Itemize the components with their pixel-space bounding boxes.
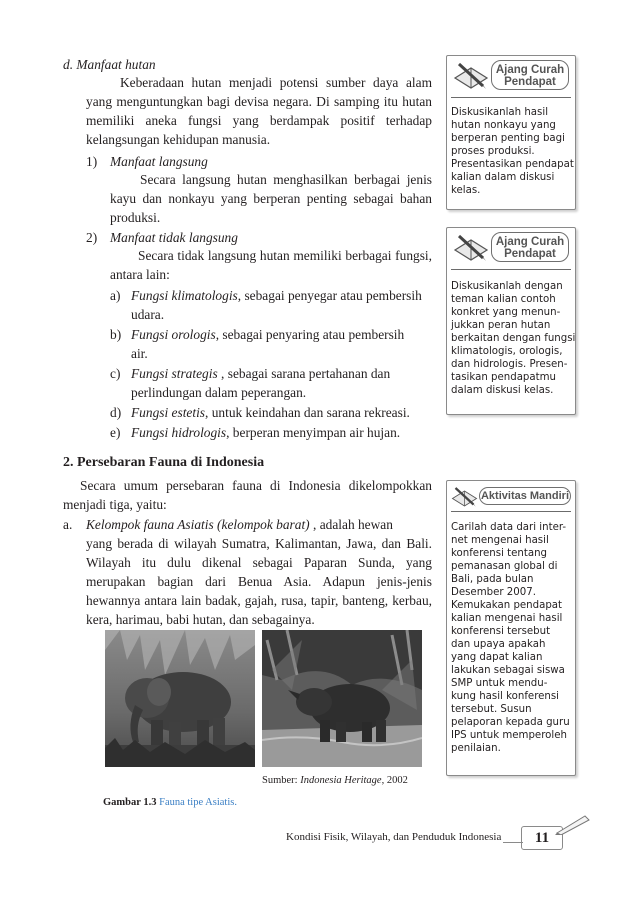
pencil-icon (555, 813, 591, 835)
caption-text: Fauna tipe Asiatis. (159, 797, 237, 808)
sidebar-line: Desember 2007. (451, 587, 536, 598)
function-term: Fungsi hidrologis (131, 425, 227, 440)
sidebar-badge (491, 232, 569, 262)
sidebar-ajang-curah-pendapat-1 (446, 55, 576, 210)
item-line: Secara langsung hutan menghasilkan berbagai jenis (140, 172, 432, 187)
sidebar-line: pemanasan global di (451, 561, 558, 572)
function-desc: , untuk keindahan dan sarana rekreasi. (205, 405, 410, 420)
sidebar-line: dalam diskusi kelas. (451, 385, 554, 396)
sidebar-line: kalian dalam diskusi (451, 172, 555, 183)
item-number: 2) (86, 230, 98, 245)
sidebar-header (449, 483, 573, 519)
sidebar-aktivitas-mandiri (446, 480, 576, 776)
sidebar-line: net mengenai hasil (451, 535, 549, 546)
source-title: Indonesia Heritage, (300, 775, 385, 786)
sidebar-line: yang dapat kalian (451, 652, 543, 663)
sidebar-badge: Aktivitas Mandiri (479, 487, 571, 505)
badge-line: Ajang Curah (495, 236, 565, 248)
fauna-group-desc: , adalah hewan (309, 517, 393, 532)
sidebar-text (451, 280, 576, 397)
badge-line: Pendapat (504, 248, 556, 260)
function-letter: b) (110, 327, 122, 342)
sidebar-text (451, 106, 572, 197)
sidebar-line: berperan penting bagi (451, 133, 565, 144)
section-d-intro-line: yang menguntungkan bagi devisa negara. Di samping itu hutan (86, 94, 432, 109)
sidebar-header (449, 230, 573, 266)
fauna-item-line: Wilayah itu dulu dikenal sebagai Paparan Sunda, yang (86, 555, 432, 570)
function-letter: d) (110, 405, 122, 420)
function-cont: udara. (131, 307, 165, 322)
badge-line: Ajang Curah (495, 64, 565, 76)
footer-rule (503, 842, 523, 843)
function-letter: c) (110, 366, 121, 381)
item-line: kayu dan nonkayu yang berperan penting sebagai bahan (110, 191, 432, 206)
sidebar-line: konkret yang menun- (451, 307, 561, 318)
caption-label: Gambar 1.3 (103, 797, 157, 808)
sidebar-line: tersebut. Susun (451, 704, 532, 715)
sidebar-line: tasikan pendapatmu (451, 372, 557, 383)
fauna-item-line: yang berada di wilayah Sumatra, Kalimantan, Jawa, dan Bali. (86, 536, 432, 551)
item-line: Secara tidak langsung hutan memiliki berbagai fungsi, (138, 248, 432, 263)
figure-caption (103, 796, 237, 810)
item-number: 1) (86, 154, 98, 169)
fauna-item-line: hewannya antara lain badak, gajah, rusa, tapir, banteng, kerbau, (86, 593, 432, 608)
function-desc: , sebagai penyaring atau pembersih (215, 327, 405, 342)
book-pencil-icon (453, 58, 493, 94)
page-number: 11 (534, 830, 550, 846)
fauna-item-first-line (86, 515, 393, 534)
section-2-intro-line: menjadi tiga, yaitu: (63, 497, 167, 512)
sidebar-line: kelas. (451, 185, 481, 196)
sidebar-divider (451, 97, 571, 98)
function-line (131, 364, 390, 383)
sidebar-line: Diskusikanlah hasil (451, 107, 549, 118)
sidebar-line: IPS untuk memperoleh (451, 730, 567, 741)
function-term: Fungsi strategis (131, 366, 218, 381)
elephant-photo (105, 630, 255, 767)
sidebar-line: jukkan peran hutan (451, 320, 551, 331)
fauna-group-term: Kelompok fauna Asiatis (kelompok barat) (86, 517, 310, 532)
sidebar-line: lakukan sebagai siswa (451, 665, 565, 676)
function-term: Fungsi klimatologis (131, 288, 238, 303)
sidebar-line: Diskusikanlah dengan (451, 281, 563, 292)
function-letter: a) (110, 288, 121, 303)
function-line (131, 325, 404, 344)
sidebar-line: kalian mengenai hasil (451, 613, 563, 624)
sidebar-line: kung hasil konferensi (451, 691, 560, 702)
sidebar-line: Presentasikan pendapat (451, 159, 574, 170)
sidebar-line: SMP untuk mendu- (451, 678, 548, 689)
function-line (131, 403, 410, 422)
section-d-intro-line: Keberadaan hutan menjadi potensi sumber daya alam (120, 75, 432, 90)
figure-source (262, 774, 408, 788)
sidebar-line: Carilah data dari inter- (451, 522, 567, 533)
function-letter: e) (110, 425, 121, 440)
sidebar-line: penilaian. (451, 743, 501, 754)
function-desc: , berperan menyimpan air hujan. (226, 425, 401, 440)
fauna-item-line: kera, harimau, babi hutan, dan sebagainya. (86, 612, 315, 627)
function-desc: , sebagai penyegar atau pembersih (237, 288, 422, 303)
section-d-heading: d. Manfaat hutan (63, 57, 156, 72)
source-label: Sumber: (262, 775, 298, 786)
section-2-intro-line: Secara umum persebaran fauna di Indonesia dikelompokkan (80, 478, 432, 493)
sidebar-line: teman kalian contoh (451, 294, 556, 305)
sidebar-line: hutan nonkayu yang (451, 120, 556, 131)
running-title: Kondisi Fisik, Wilayah, dan Penduduk Indonesia (286, 831, 502, 843)
sidebar-line: pelaporan kepada guru (451, 717, 570, 728)
function-term: Fungsi estetis (131, 405, 206, 420)
sidebar-text (451, 521, 572, 755)
fauna-item-letter: a. (63, 517, 73, 532)
item-title: Manfaat langsung (110, 154, 208, 169)
book-pencil-icon (451, 483, 481, 511)
function-cont: perlindungan dalam peperangan. (131, 385, 307, 400)
sidebar-header (449, 58, 573, 94)
sidebar-line: berkaitan dengan fungsi (451, 333, 576, 344)
section-d-intro-line: kelangsungan kehidupan manusia. (86, 132, 271, 147)
section-2-heading: 2. Persebaran Fauna di Indonesia (63, 455, 265, 470)
sidebar-ajang-curah-pendapat-2 (446, 227, 576, 415)
item-title: Manfaat tidak langsung (110, 230, 238, 245)
sidebar-line: dan hidrologis. Presen- (451, 359, 568, 370)
sidebar-divider (451, 511, 571, 512)
sidebar-line: konferensi tersebut (451, 626, 551, 637)
sidebar-line: klimatologis, orologis, (451, 346, 563, 357)
rhinoceros-photo (262, 630, 422, 767)
sidebar-line: Kemukakan pendapat (451, 600, 563, 611)
sidebar-divider (451, 269, 571, 270)
sidebar-line: Bali, pada bulan (451, 574, 534, 585)
function-term: Fungsi orologis (131, 327, 216, 342)
function-line (131, 286, 422, 305)
sidebar-line: dan upaya apakah (451, 639, 546, 650)
function-cont: air. (131, 346, 148, 361)
badge-line: Pendapat (504, 76, 556, 88)
book-pencil-icon (453, 230, 493, 266)
section-d-intro-line: memiliki aneka fungsi yang berdampak positif terhadap (86, 113, 432, 128)
sidebar-badge (491, 60, 569, 90)
fauna-item-line: merupakan bagian dari Benua Asia. Adapun jenis-jenis (86, 574, 432, 589)
source-year: 2002 (384, 775, 408, 786)
item-line: produksi. (110, 210, 161, 225)
item-line: antara lain: (110, 267, 170, 282)
function-desc: , sebagai sarana pertahanan dan (217, 366, 391, 381)
sidebar-line: konferensi tentang (451, 548, 548, 559)
function-line (131, 423, 400, 442)
sidebar-line: proses produksi. (451, 146, 535, 157)
